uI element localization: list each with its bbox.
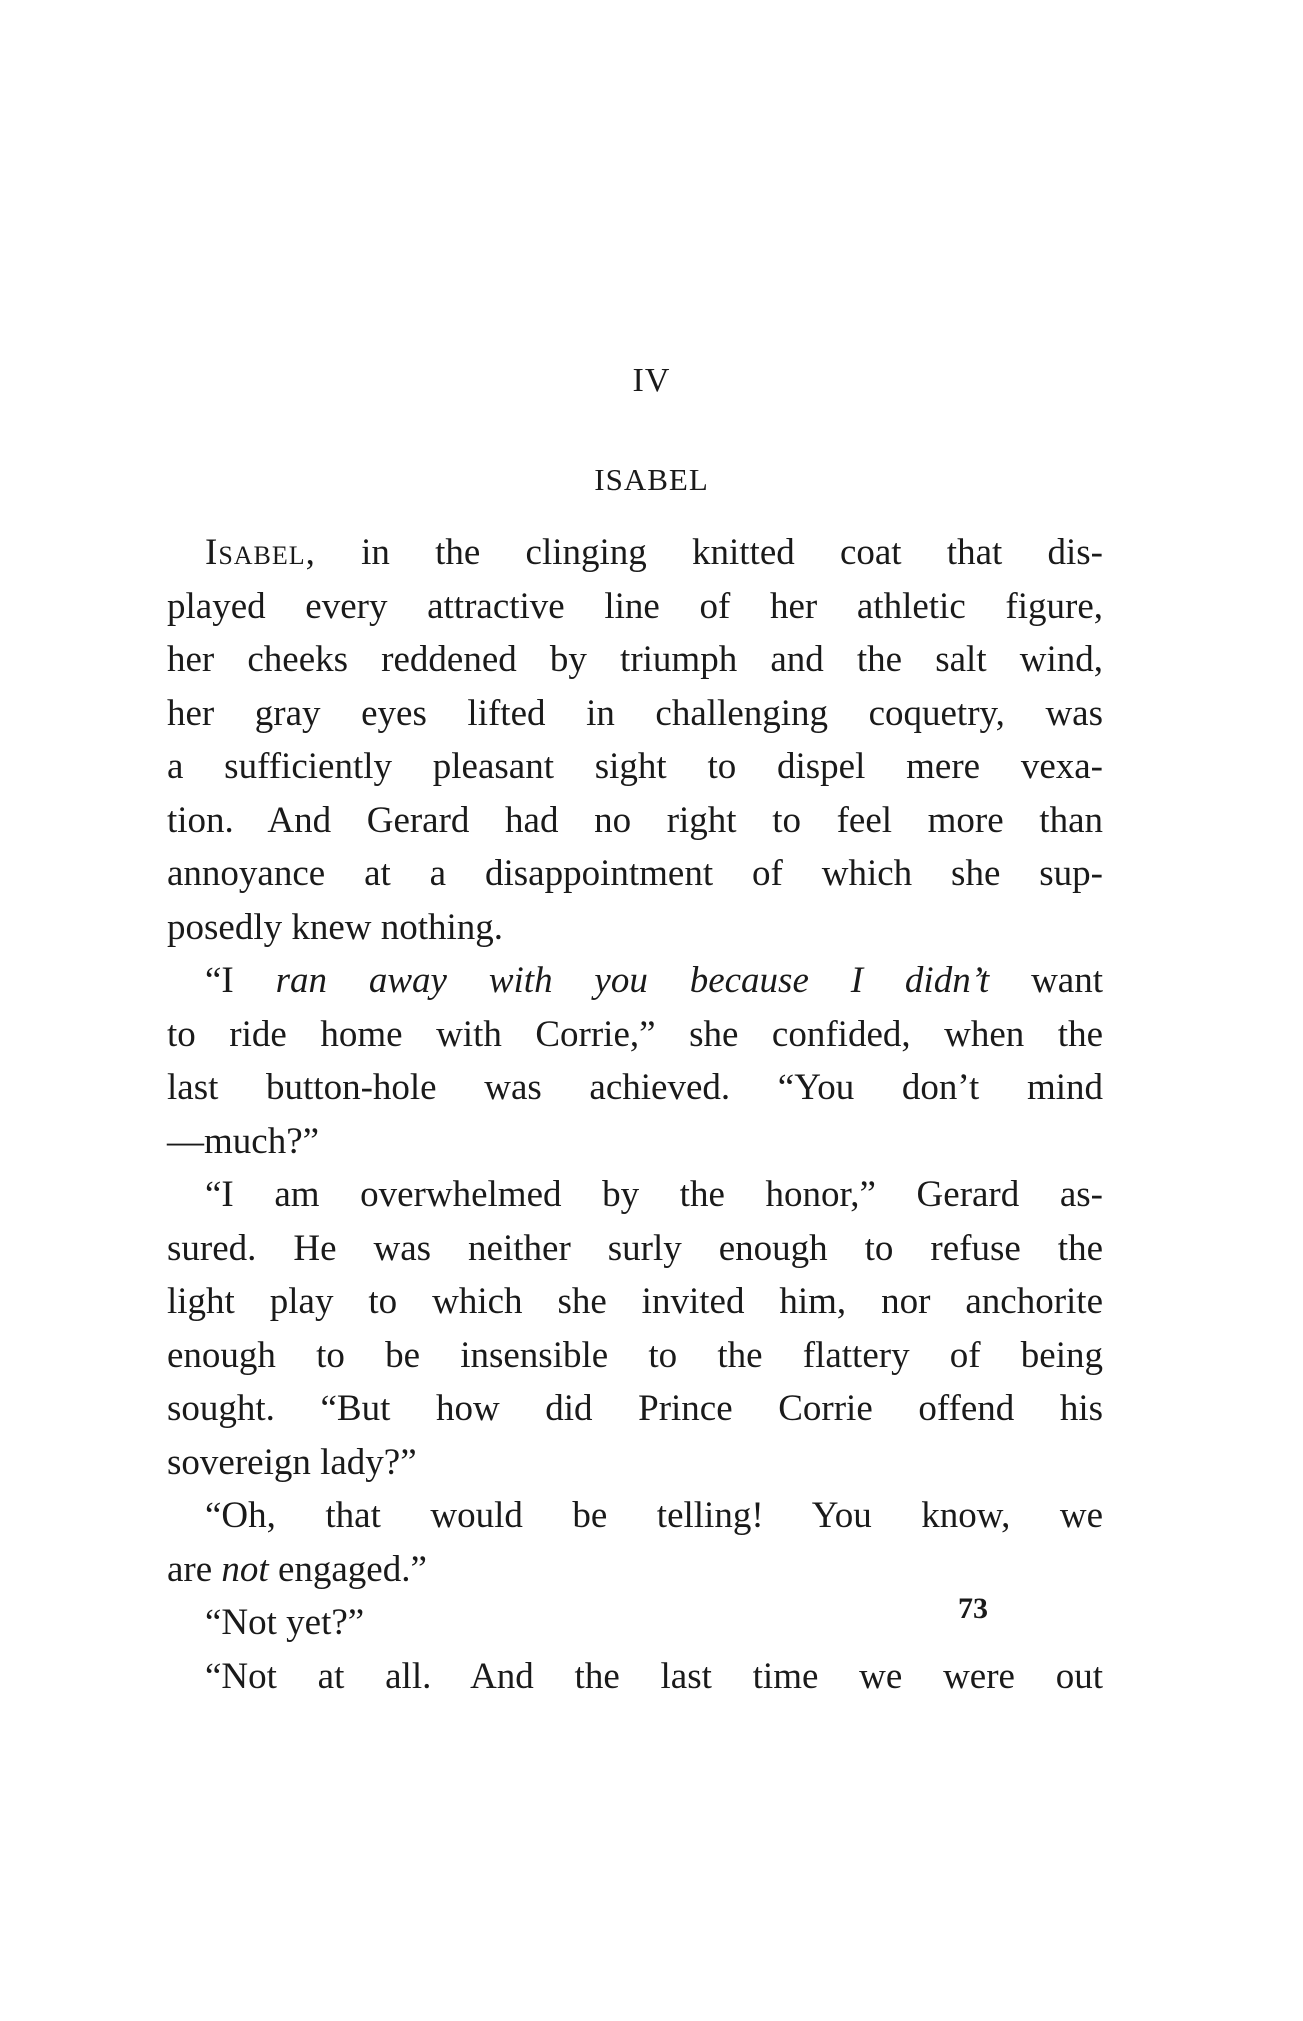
line-text: want bbox=[989, 960, 1103, 1001]
text-line: —much?” bbox=[167, 1120, 320, 1162]
text-line: to ride home with Corrie,” she confided, when the bbox=[167, 1013, 1103, 1055]
italic-text: ran away with you because I didn’t bbox=[275, 960, 990, 1001]
text-line: sought. “But how did Prince Corrie offend his bbox=[167, 1388, 1103, 1429]
text-line: “Not at all. And the last time we were out bbox=[205, 1655, 1103, 1697]
text-line: her cheeks reddened by triumph and the salt wind, bbox=[167, 639, 1103, 680]
small-caps-lead: Isabel, bbox=[205, 532, 316, 573]
text-line: enough to be insensible to the flattery of being bbox=[167, 1334, 1103, 1376]
text-line: tion. And Gerard had no right to feel more than bbox=[167, 799, 1103, 841]
text-line: “Not yet?” bbox=[205, 1602, 365, 1643]
line-text: are bbox=[167, 1548, 222, 1590]
text-line: annoyance at a disappointment of which she sup- bbox=[167, 853, 1103, 894]
italic-text: not bbox=[221, 1548, 269, 1590]
text-line bbox=[167, 954, 1103, 1008]
text-line: “Oh, that would be telling! You know, we bbox=[205, 1495, 1103, 1536]
chapter-title: ISABEL bbox=[594, 462, 709, 497]
text-line: last button-hole was achieved. “You don’t mind bbox=[167, 1067, 1103, 1108]
text-line: played every attractive line of her athletic figure, bbox=[167, 585, 1103, 627]
text-line: a sufficiently pleasant sight to dispel mere vexa- bbox=[167, 746, 1103, 787]
text-line bbox=[167, 1543, 1103, 1597]
line-text: in the clinging knitted coat that dis- bbox=[315, 532, 1103, 573]
line-text: engaged.” bbox=[268, 1548, 427, 1590]
body-text bbox=[167, 526, 1103, 1703]
text-line bbox=[167, 526, 1103, 580]
text-line: sovereign lady?” bbox=[167, 1441, 417, 1483]
chapter-number: IV bbox=[632, 362, 671, 399]
page-number: 73 bbox=[958, 1592, 988, 1625]
text-line: her gray eyes lifted in challenging coquetry, was bbox=[167, 692, 1103, 734]
text-line: light play to which she invited him, nor anchorite bbox=[167, 1281, 1103, 1322]
line-text: “I bbox=[205, 960, 276, 1001]
text-line: “I am overwhelmed by the honor,” Gerard as- bbox=[205, 1174, 1103, 1215]
text-line: sured. He was neither surly enough to refuse the bbox=[167, 1227, 1103, 1269]
text-line: posedly knew nothing. bbox=[167, 906, 504, 948]
